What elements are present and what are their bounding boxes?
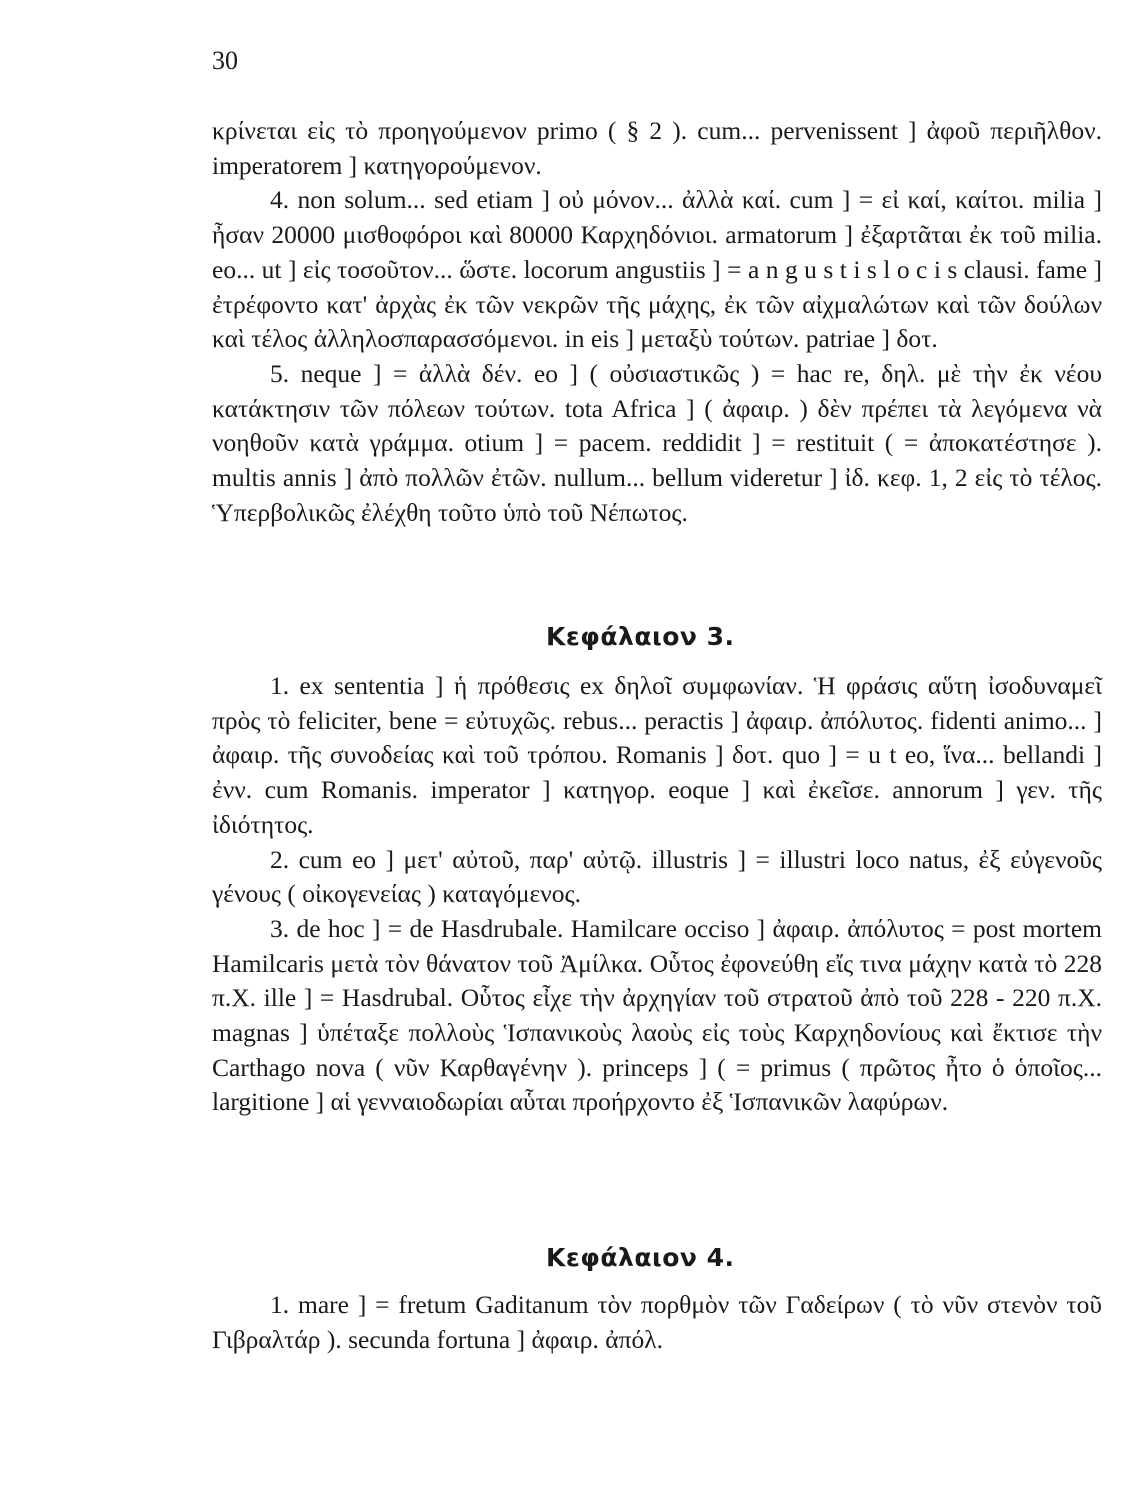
paragraph: 1. mare ] = fretum Gaditanum τὸν πορθμὸν τῶν Γαδείρων ( τὸ νῦν στενὸν τοῦ Γιβραλτάρ ). secunda fortuna ] ἀφαιρ. ἀπόλ. <box>212 1290 1102 1354</box>
paragraph: 5. neque ] = ἀλλὰ δέν. eo ] ( οὐσιαστικῶς ) = hac re, δηλ. μὲ τὴν ἐκ νέου κατάκτησιν τῶν πόλεων τούτων. tota Africa ] ( ἀφαιρ. ) δὲν πρέπει τὰ λεγόμενα νὰ νοηθοῦν κατὰ γράμμα. otium ] = pacem. reddidit ] = restituit ( = ἀποκατέστησε ). multis annis ] ἀπὸ πολλῶν ἐτῶν. nullum... bellum videretur ] ἰδ. κεφ. 1, 2 εἰς τὸ τέλος. Ὑπερβολικῶς ἐλέχθη τοῦτο ὑπὸ τοῦ Νέπωτος. <box>212 358 1102 527</box>
chapter-3-heading: Κεφάλαιον 3. <box>546 622 735 651</box>
paragraph: 4. non solum... sed etiam ] οὐ μόνον... ἀλλὰ καί. cum ] = εἰ καί, καίτοι. milia ] ἦσαν 20000 μισθοφόροι καὶ 80000 Καρχηδόνιοι. armatorum ] ἐξαρτᾶται ἐκ τοῦ milia. eo... ut ] εἰς τοσοῦτον... ὥστε. locorum angustiis ] = a n g u s t i s l o c i s clausi. fame ] ἐτρέφοντο κατ' ἀρχὰς ἐκ τῶν νεκρῶν τῆς μάχης, ἐκ τῶν αἰχμαλώτων καὶ τῶν δούλων καὶ τέλος ἀλληλοσπαρασσόμενοι. in eis ] μεταξὺ τούτων. patriae ] δοτ. <box>212 185 1102 354</box>
paragraph: 3. de hoc ] = de Hasdrubale. Hamilcare occiso ] ἀφαιρ. ἀπόλυτος = post mortem Hamilcaris μετὰ τὸν θάνατον τοῦ Ἀμίλκα. Οὗτος ἐφονεύθη εἴς τινα μάχην κατὰ τὸ 228 π.Χ. ille ] = Hasdrubal. Οὗτος εἶχε τὴν ἀρχηγίαν τοῦ στρατοῦ ἀπὸ τοῦ 228 - 220 π.Χ. magnas ] ὑπέταξε πολλοὺς Ἱσπανικοὺς λαοὺς εἰς τοὺς Καρχηδονίους καὶ ἔκτισε τὴν Carthago nova ( νῦν Καρθαγένην ). princeps ] ( = primus ( πρῶτος ἦτο ὁ ὁποῖος... largitione ] αἱ γενναιοδωρίαι αὗται προήρχοντο ἐξ Ἱσπανικῶν λαφύρων. <box>212 913 1102 1117</box>
chapter-3-text <box>212 669 1102 1120</box>
paragraph: 1. ex sententia ] ἡ πρόθεσις ex δηλοῖ συμφωνίαν. Ἡ φράσις αὕτη ἰσοδυναμεῖ πρὸς τὸ feliciter, bene = εὐτυχῶς. rebus... peractis ] ἀφαιρ. ἀπόλυτος. fidenti animo... ] ἀφαιρ. τῆς συνοδείας καὶ τοῦ τρόπου. Romanis ] δοτ. quo ] = u t eo, ἵνα... bellandi ] ἐνν. cum Romanis. imperator ] κατηγορ. eoque ] καὶ ἐκεῖσε. annorum ] γεν. τῆς ἰδιότητος. <box>212 671 1102 839</box>
paragraph: 2. cum eo ] μετ' αὐτοῦ, παρ' αὐτῷ. illustris ] = illustri loco natus, ἐξ εὐγενοῦς γένους ( οἰκογενείας ) καταγόμενος. <box>212 844 1102 909</box>
chapter-4-heading: Κεφάλαιον 4. <box>546 1243 735 1272</box>
paragraph: κρίνεται εἰς τὸ προηγούμενον primo ( § 2 ). cum... pervenissent ] ἀφοῦ περιῆλθον. imperatorem ] κατηγορούμενον. <box>212 116 1102 180</box>
page-number: 30 <box>212 46 238 75</box>
section-1-text <box>212 114 1102 530</box>
chapter-4-text <box>212 1288 1102 1357</box>
